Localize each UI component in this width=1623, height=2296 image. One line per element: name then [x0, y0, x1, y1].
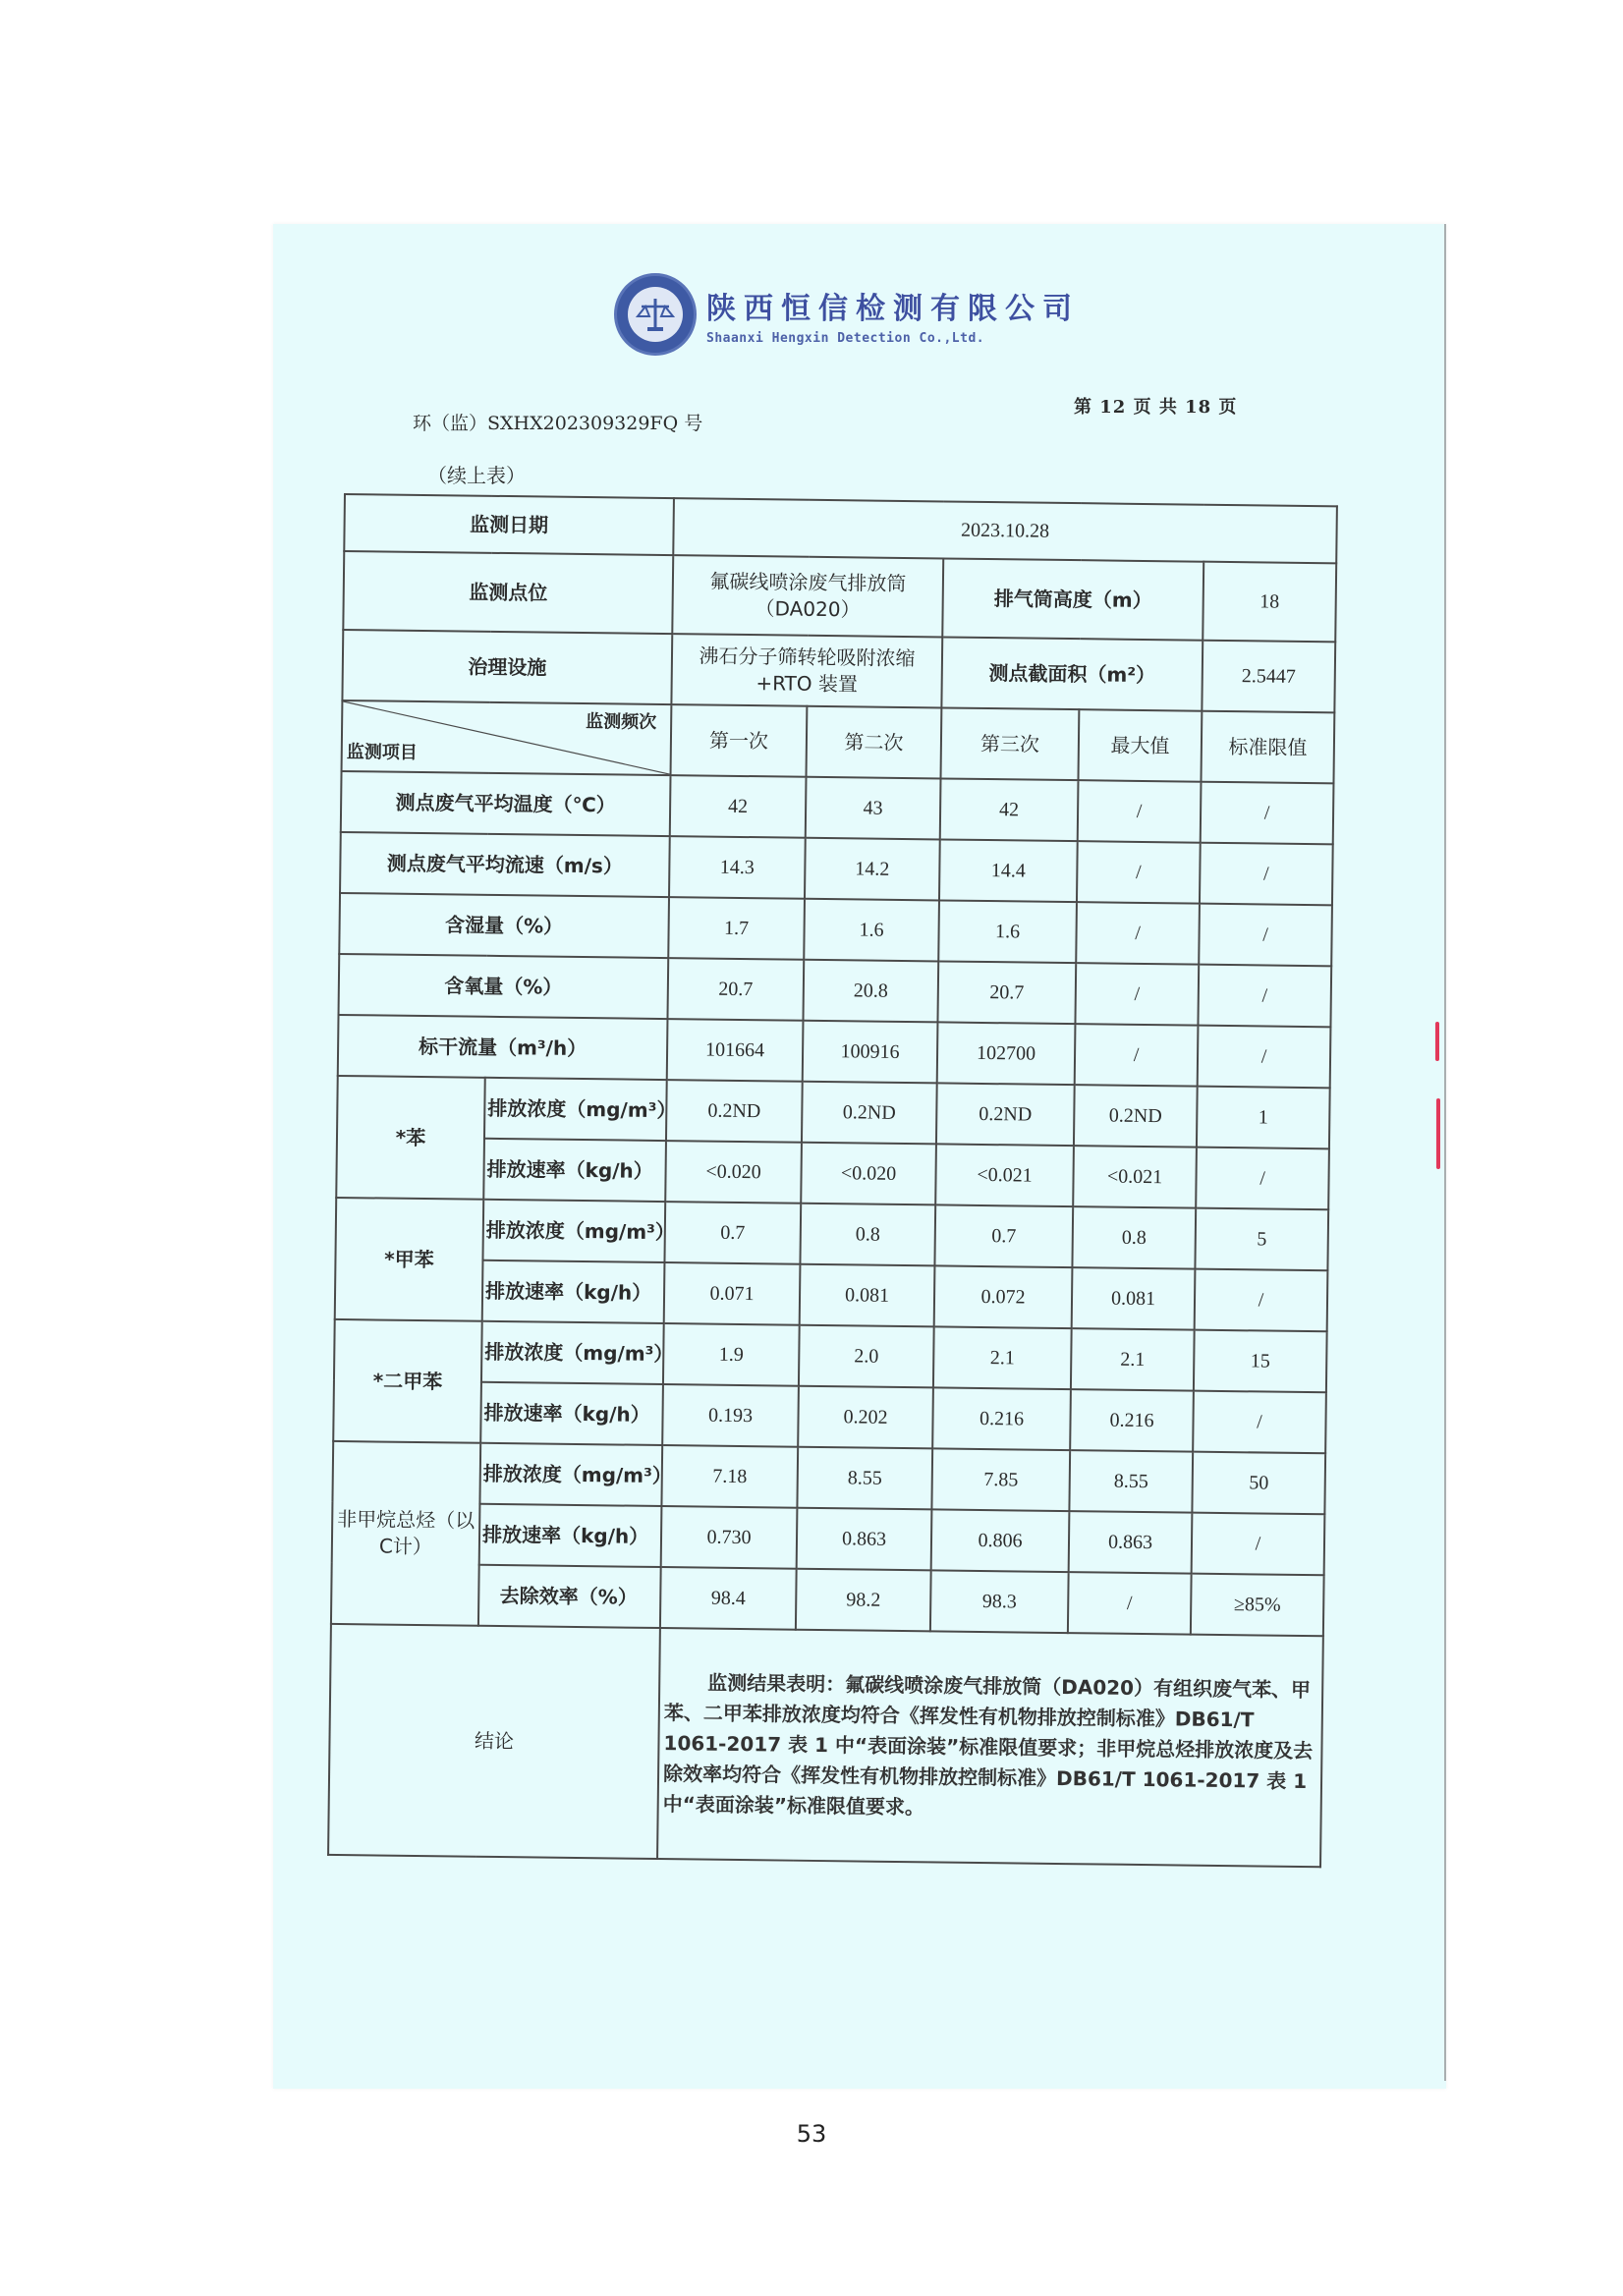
cell: 5 [1195, 1208, 1328, 1271]
sub-item-label: 排放浓度（mg/m³） [481, 1321, 664, 1384]
cell: 2.1 [1071, 1328, 1195, 1391]
page-info: 第 12 页 共 18 页 [1074, 397, 1238, 418]
cell: 7.18 [661, 1445, 798, 1508]
cell: 2.0 [799, 1325, 934, 1388]
cell: 8.55 [1069, 1450, 1193, 1513]
red-seal-fragment [1436, 1098, 1440, 1169]
cell: / [1196, 1148, 1329, 1210]
cell: / [1198, 1026, 1331, 1089]
cell: 0.193 [662, 1384, 799, 1447]
col-header-3: 第三次 [940, 707, 1079, 780]
cell: 7.85 [931, 1448, 1070, 1511]
cell: 0.2ND [802, 1082, 937, 1145]
sub-item-label: 去除效率（%） [478, 1565, 661, 1628]
cell: / [1198, 965, 1331, 1028]
monitoring-date: 2023.10.28 [673, 498, 1337, 563]
stack-height-label: 排气筒高度（m） [942, 558, 1203, 640]
diagonal-header-cell [342, 700, 672, 775]
cell: 20.8 [803, 960, 938, 1023]
row-label: 测点废气平均温度（℃） [341, 771, 671, 836]
sub-item-label: 排放速率（kg/h） [480, 1382, 663, 1445]
treatment-label: 治理设施 [342, 630, 672, 704]
cell: / [1075, 1024, 1199, 1087]
cell: 0.8 [1072, 1206, 1196, 1269]
cell: 20.7 [937, 961, 1076, 1024]
col-header-max: 最大值 [1078, 709, 1202, 782]
page-edge-shadow [1444, 224, 1446, 2081]
scales-of-justice-seal-icon [614, 273, 697, 356]
pollutant-benzene: *苯 [336, 1076, 485, 1200]
monitoring-point-label: 监测点位 [343, 551, 673, 634]
sub-item-label: 排放速率（kg/h） [483, 1139, 666, 1202]
report-number: 环（监）SXHX202309329FQ 号 [413, 413, 703, 434]
item-header: 监测项目 [346, 741, 418, 763]
cell: 0.7 [934, 1204, 1073, 1267]
continued-label: （续上表） [427, 464, 526, 487]
sub-item-label: 排放浓度（mg/m³） [482, 1200, 665, 1262]
company-logo [614, 273, 1080, 356]
cell: 0.081 [800, 1264, 935, 1327]
cell: 0.7 [664, 1202, 801, 1264]
cell: / [1068, 1572, 1192, 1635]
cell: 0.2ND [936, 1083, 1075, 1146]
sub-item-label: 排放浓度（mg/m³） [484, 1078, 667, 1141]
cell: 42 [670, 775, 807, 838]
cell: 42 [940, 778, 1079, 841]
cell: 0.072 [934, 1265, 1073, 1328]
cell: 0.2ND [666, 1080, 803, 1143]
cell: <0.020 [801, 1143, 936, 1205]
conclusion-label: 结论 [328, 1624, 660, 1859]
cell: 1.9 [663, 1323, 800, 1386]
cell: 14.2 [805, 838, 940, 901]
sub-item-label: 排放浓度（mg/m³） [479, 1443, 662, 1506]
column-header-row [342, 700, 1335, 783]
cell: 43 [806, 777, 941, 840]
cell: / [1076, 902, 1200, 965]
conclusion-row [328, 1624, 1323, 1867]
pollutant-xylene: *二甲苯 [333, 1319, 482, 1443]
cell: 14.3 [669, 836, 806, 899]
cell: 0.081 [1072, 1267, 1196, 1330]
cell: 1.6 [938, 900, 1077, 963]
cell: 0.216 [932, 1387, 1071, 1450]
cell: / [1199, 904, 1332, 967]
cell: / [1201, 782, 1334, 845]
monitoring-date-label: 监测日期 [344, 494, 674, 555]
section-area-label: 测点截面积（m²） [941, 637, 1203, 710]
col-header-2: 第二次 [807, 706, 942, 779]
cell: 0.806 [931, 1509, 1070, 1572]
conclusion-text [657, 1628, 1323, 1867]
cell: 15 [1194, 1330, 1327, 1393]
cell: 102700 [937, 1022, 1076, 1085]
pollutant-nmhc: 非甲烷总烃（以C计） [331, 1441, 480, 1626]
cell: 98.3 [930, 1570, 1069, 1633]
cell: 20.7 [667, 958, 804, 1021]
cell: 0.730 [661, 1506, 798, 1569]
monitoring-point: 氟碳线喷涂废气排放筒（DA020） [672, 555, 943, 637]
red-seal-fragment [1435, 1022, 1439, 1061]
cell: 1.7 [668, 897, 805, 960]
row-label: 测点废气平均流速（m/s） [340, 832, 670, 897]
col-header-1: 第一次 [671, 704, 808, 777]
cell: 1 [1197, 1087, 1330, 1149]
section-area: 2.5447 [1202, 641, 1335, 713]
row-label: 含氧量（%） [339, 954, 669, 1019]
cell: 8.55 [797, 1447, 932, 1510]
cell: 0.216 [1070, 1389, 1194, 1452]
cell: / [1077, 841, 1201, 904]
sub-item-label: 排放速率（kg/h） [479, 1504, 662, 1567]
cell: 101664 [667, 1019, 804, 1082]
frequency-header: 监测频次 [586, 711, 657, 733]
cell: 50 [1192, 1452, 1325, 1515]
cell: 0.2ND [1074, 1085, 1198, 1148]
cell: 0.863 [797, 1508, 932, 1571]
col-header-limit: 标准限值 [1201, 711, 1334, 784]
cell: <0.021 [1073, 1146, 1197, 1208]
cell: 0.8 [800, 1204, 935, 1266]
treatment-row [342, 630, 1335, 712]
cell: / [1200, 843, 1333, 906]
cell: 0.863 [1069, 1511, 1193, 1574]
company-name-en: Shaanxi Hengxin Detection Co.,Ltd. [706, 330, 985, 346]
cell: / [1192, 1513, 1325, 1576]
cell: 0.202 [798, 1386, 933, 1449]
monitoring-results-table [327, 493, 1338, 1868]
point-row [343, 551, 1336, 642]
scales-icon [636, 295, 675, 334]
cell: / [1075, 963, 1199, 1026]
cell: 1.6 [804, 899, 939, 962]
cell: 98.4 [660, 1567, 797, 1630]
cell: 0.071 [664, 1262, 801, 1325]
conclusion-body: 监测结果表明：氟碳线喷涂废气排放筒（DA020）有组织废气苯、甲苯、二甲苯排放浓度均符合《挥发性有机物排放控制标准》DB61/T 1061-2017 表 1 中“表面涂装”标准限值要求；非甲烷总烃排放浓度及去除效率均符合《挥发性有机物排放控制标准》DB61/T 1061-2017 表 1 中“表面涂装”标准限值要求。 [662, 1670, 1314, 1820]
treatment-facility: 沸石分子筛转轮吸附浓缩+RTO 装置 [671, 634, 942, 707]
cell: ≥85% [1191, 1574, 1324, 1637]
row-label: 标干流量（m³/h） [338, 1015, 668, 1080]
cell: 100916 [803, 1021, 938, 1084]
sub-item-label: 排放速率（kg/h） [482, 1260, 665, 1323]
cell: 2.1 [933, 1326, 1072, 1389]
stack-height: 18 [1203, 562, 1336, 643]
cell: <0.021 [935, 1144, 1074, 1206]
cell: / [1078, 780, 1202, 843]
row-label: 含湿量（%） [339, 893, 669, 958]
page-number: 53 [796, 2120, 827, 2148]
cell: 14.4 [939, 839, 1078, 902]
company-name-cn: 陕西恒信检测有限公司 [706, 291, 1080, 326]
pollutant-toluene: *甲苯 [335, 1198, 484, 1321]
cell: <0.020 [665, 1141, 802, 1204]
cell: / [1193, 1391, 1326, 1454]
cell: 98.2 [796, 1569, 931, 1632]
cell: / [1195, 1269, 1328, 1332]
